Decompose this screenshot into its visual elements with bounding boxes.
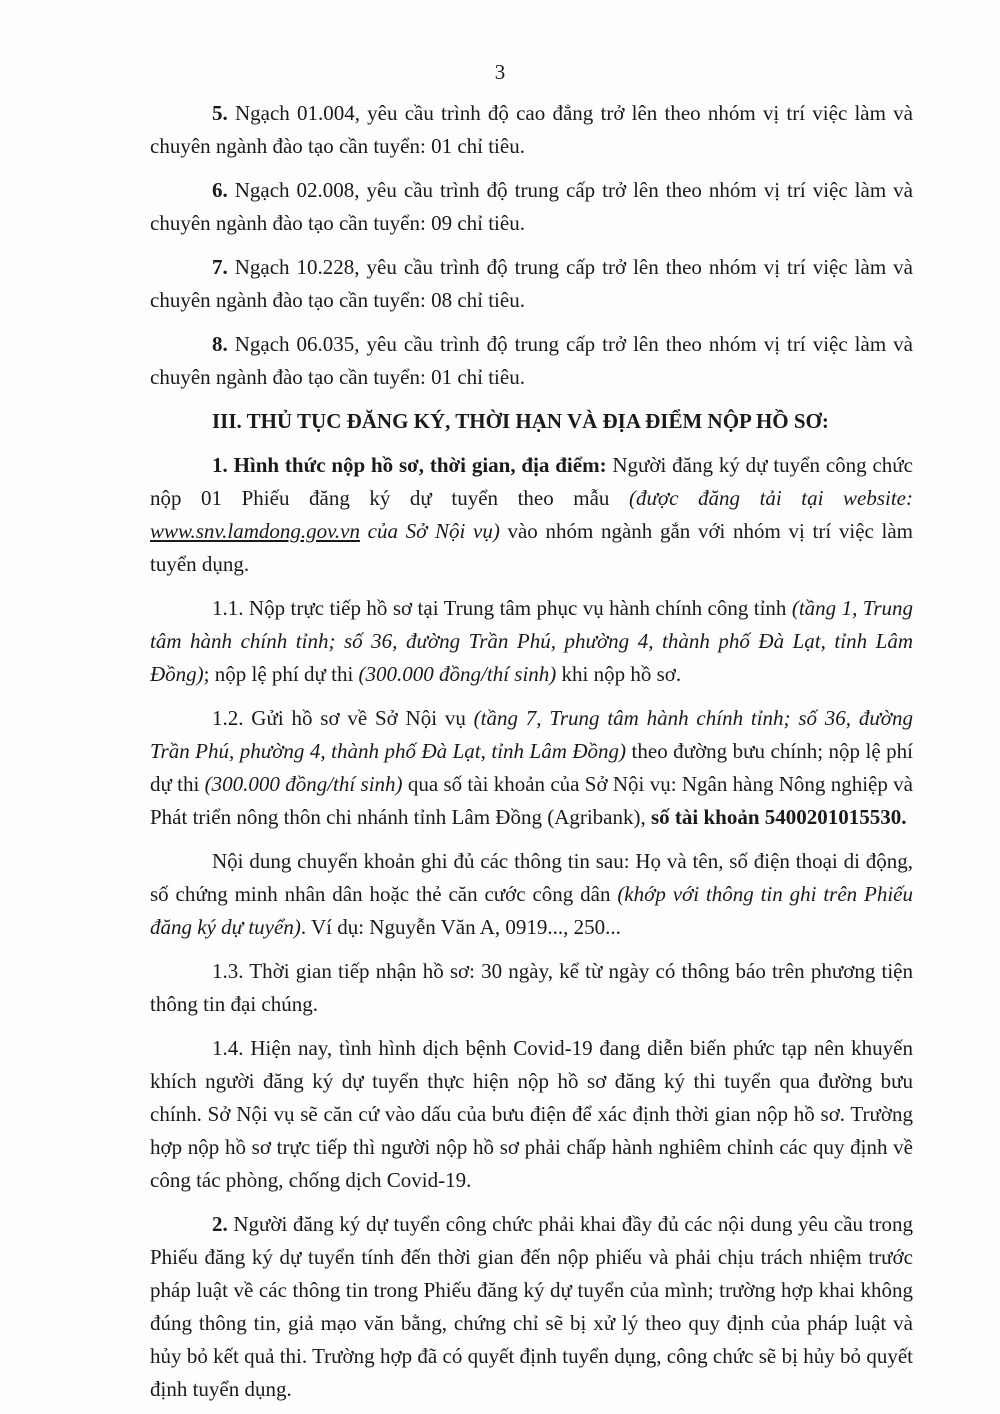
subsection-text: 1.2. Gửi hồ sơ về Sở Nội vụ <box>212 706 474 730</box>
transfer-text: Nội dung chuyển khoản ghi đủ các thông tin sau: Họ và tên, số điện thoại di động, số chứng minh nhân dân hoặc thẻ căn cước công dân <box>150 849 913 906</box>
fee-italic: (300.000 đồng/thí sinh) <box>358 662 557 686</box>
item-number: 7. <box>212 255 228 279</box>
transfer-content <box>150 845 913 944</box>
subsection-1-2 <box>150 702 913 834</box>
address-italic: (tầng 7, Trung tâm hành chính tỉnh; số 36, đường Trần Phú, phường 4, thành phố Đà Lạt, tỉnh Lâm Đồng) <box>150 706 914 763</box>
transfer-italic: (khớp với thông tin ghi trên Phiếu đăng ký dự tuyển) <box>150 882 913 939</box>
item-text: Ngạch 06.035, yêu cầu trình độ trung cấp trở lên theo nhóm vị trí việc làm và chuyên ngành đào tạo cần tuyển: 01 chỉ tiêu. <box>150 332 913 389</box>
subsection-1-1 <box>150 592 913 691</box>
website-link[interactable]: www.snv.lamdong.gov.vn <box>150 519 360 543</box>
subsection-text: qua số tài khoản của Sở Nội vụ: Ngân hàng Nông nghiệp và Phát triển nông thôn chi nhánh tỉnh Lâm Đồng (Agribank), <box>150 772 913 829</box>
fee-italic: (300.000 đồng/thí sinh) <box>204 772 403 796</box>
section-2-paragraph <box>150 1208 913 1406</box>
section-1-italic-tail: của Sở Nội vụ) <box>359 519 500 543</box>
section-1-italic: (được đăng tải tại website: <box>628 486 913 510</box>
subsection-1-3: 1.3. Thời gian tiếp nhận hồ sơ: 30 ngày, kể từ ngày có thông báo trên phương tiện thông tin đại chúng. <box>150 959 913 1016</box>
section-1-lead: 1. Hình thức nộp hồ sơ, thời gian, địa điểm: <box>212 453 607 477</box>
item-text: Ngạch 10.228, yêu cầu trình độ trung cấp trở lên theo nhóm vị trí việc làm và chuyên ngành đào tạo cần tuyển: 08 chỉ tiêu. <box>150 255 913 312</box>
item-7 <box>150 251 913 317</box>
section-heading: III. THỦ TỤC ĐĂNG KÝ, THỜI HẠN VÀ ĐỊA ĐIỂM NỘP HỒ SƠ: <box>212 409 829 433</box>
item-number: 8. <box>212 332 228 356</box>
subsection-text: 1.1. Nộp trực tiếp hồ sơ tại Trung tâm phục vụ hành chính công tỉnh <box>212 596 792 620</box>
item-6 <box>150 174 913 240</box>
subsection-text: khi nộp hồ sơ. <box>556 662 682 686</box>
section-1-paragraph <box>150 449 913 581</box>
section-2-text: Người đăng ký dự tuyển công chức phải khai đầy đủ các nội dung yêu cầu trong Phiếu đăng ký dự tuyển tính đến thời gian đến nộp phiếu và phải chịu trách nhiệm trước pháp luật về các thông tin trong Phiếu đăng ký dự tuyển của mình; trường hợp khai không đúng thông tin, giả mạo văn bằng, chứng chỉ sẽ bị xử lý theo quy định của pháp luật và hủy bỏ kết quả thi. Trường hợp đã có quyết định tuyển dụng, công chức sẽ bị hủy bỏ quyết định tuyển dụng. <box>150 1212 913 1401</box>
item-8 <box>150 328 913 394</box>
subsection-text: theo đường bưu chính; nộp lệ phí dự thi <box>150 739 913 796</box>
document-body <box>150 97 913 1406</box>
transfer-example: . Ví dụ: Nguyễn Văn A, 0919..., 250... <box>300 915 621 939</box>
section-2-number: 2. <box>212 1212 228 1236</box>
address-italic: (tầng 1, Trung tâm hành chính tỉnh; số 36, đường Trần Phú, phường 4, thành phố Đà Lạt, tỉnh Lâm Đồng) <box>150 596 913 686</box>
section-1-text-tail: vào nhóm ngành gắn với nhóm vị trí việc làm tuyển dụng. <box>150 519 913 576</box>
item-number: 5. <box>212 101 228 125</box>
account-number: số tài khoản 5400201015530. <box>651 805 907 829</box>
page-number: 3 <box>494 60 506 84</box>
item-number: 6. <box>212 178 228 202</box>
subsection-text: ; nộp lệ phí dự thi <box>203 662 359 686</box>
subsection-1-4: 1.4. Hiện nay, tình hình dịch bệnh Covid-19 đang diễn biến phức tạp nên khuyến khích người đăng ký dự tuyển thực hiện nộp hồ sơ đăng ký thi tuyển qua đường bưu chính. Sở Nội vụ sẽ căn cứ vào dấu của bưu điện để xác định thời gian nộp hồ sơ. Trường hợp nộp hồ sơ trực tiếp thì người nộp hồ sơ phải chấp hành nghiêm chỉnh các quy định về công tác phòng, chống dịch Covid-19. <box>150 1036 913 1192</box>
item-text: Ngạch 02.008, yêu cầu trình độ trung cấp trở lên theo nhóm vị trí việc làm và chuyên ngành đào tạo cần tuyển: 09 chỉ tiêu. <box>150 178 913 235</box>
item-5 <box>150 97 913 163</box>
section-1-text: Người đăng ký dự tuyển công chức nộp 01 Phiếu đăng ký dự tuyển theo mẫu <box>150 453 913 510</box>
item-text: Ngạch 01.004, yêu cầu trình độ cao đẳng trở lên theo nhóm vị trí việc làm và chuyên ngành đào tạo cần tuyển: 01 chỉ tiêu. <box>150 101 913 158</box>
